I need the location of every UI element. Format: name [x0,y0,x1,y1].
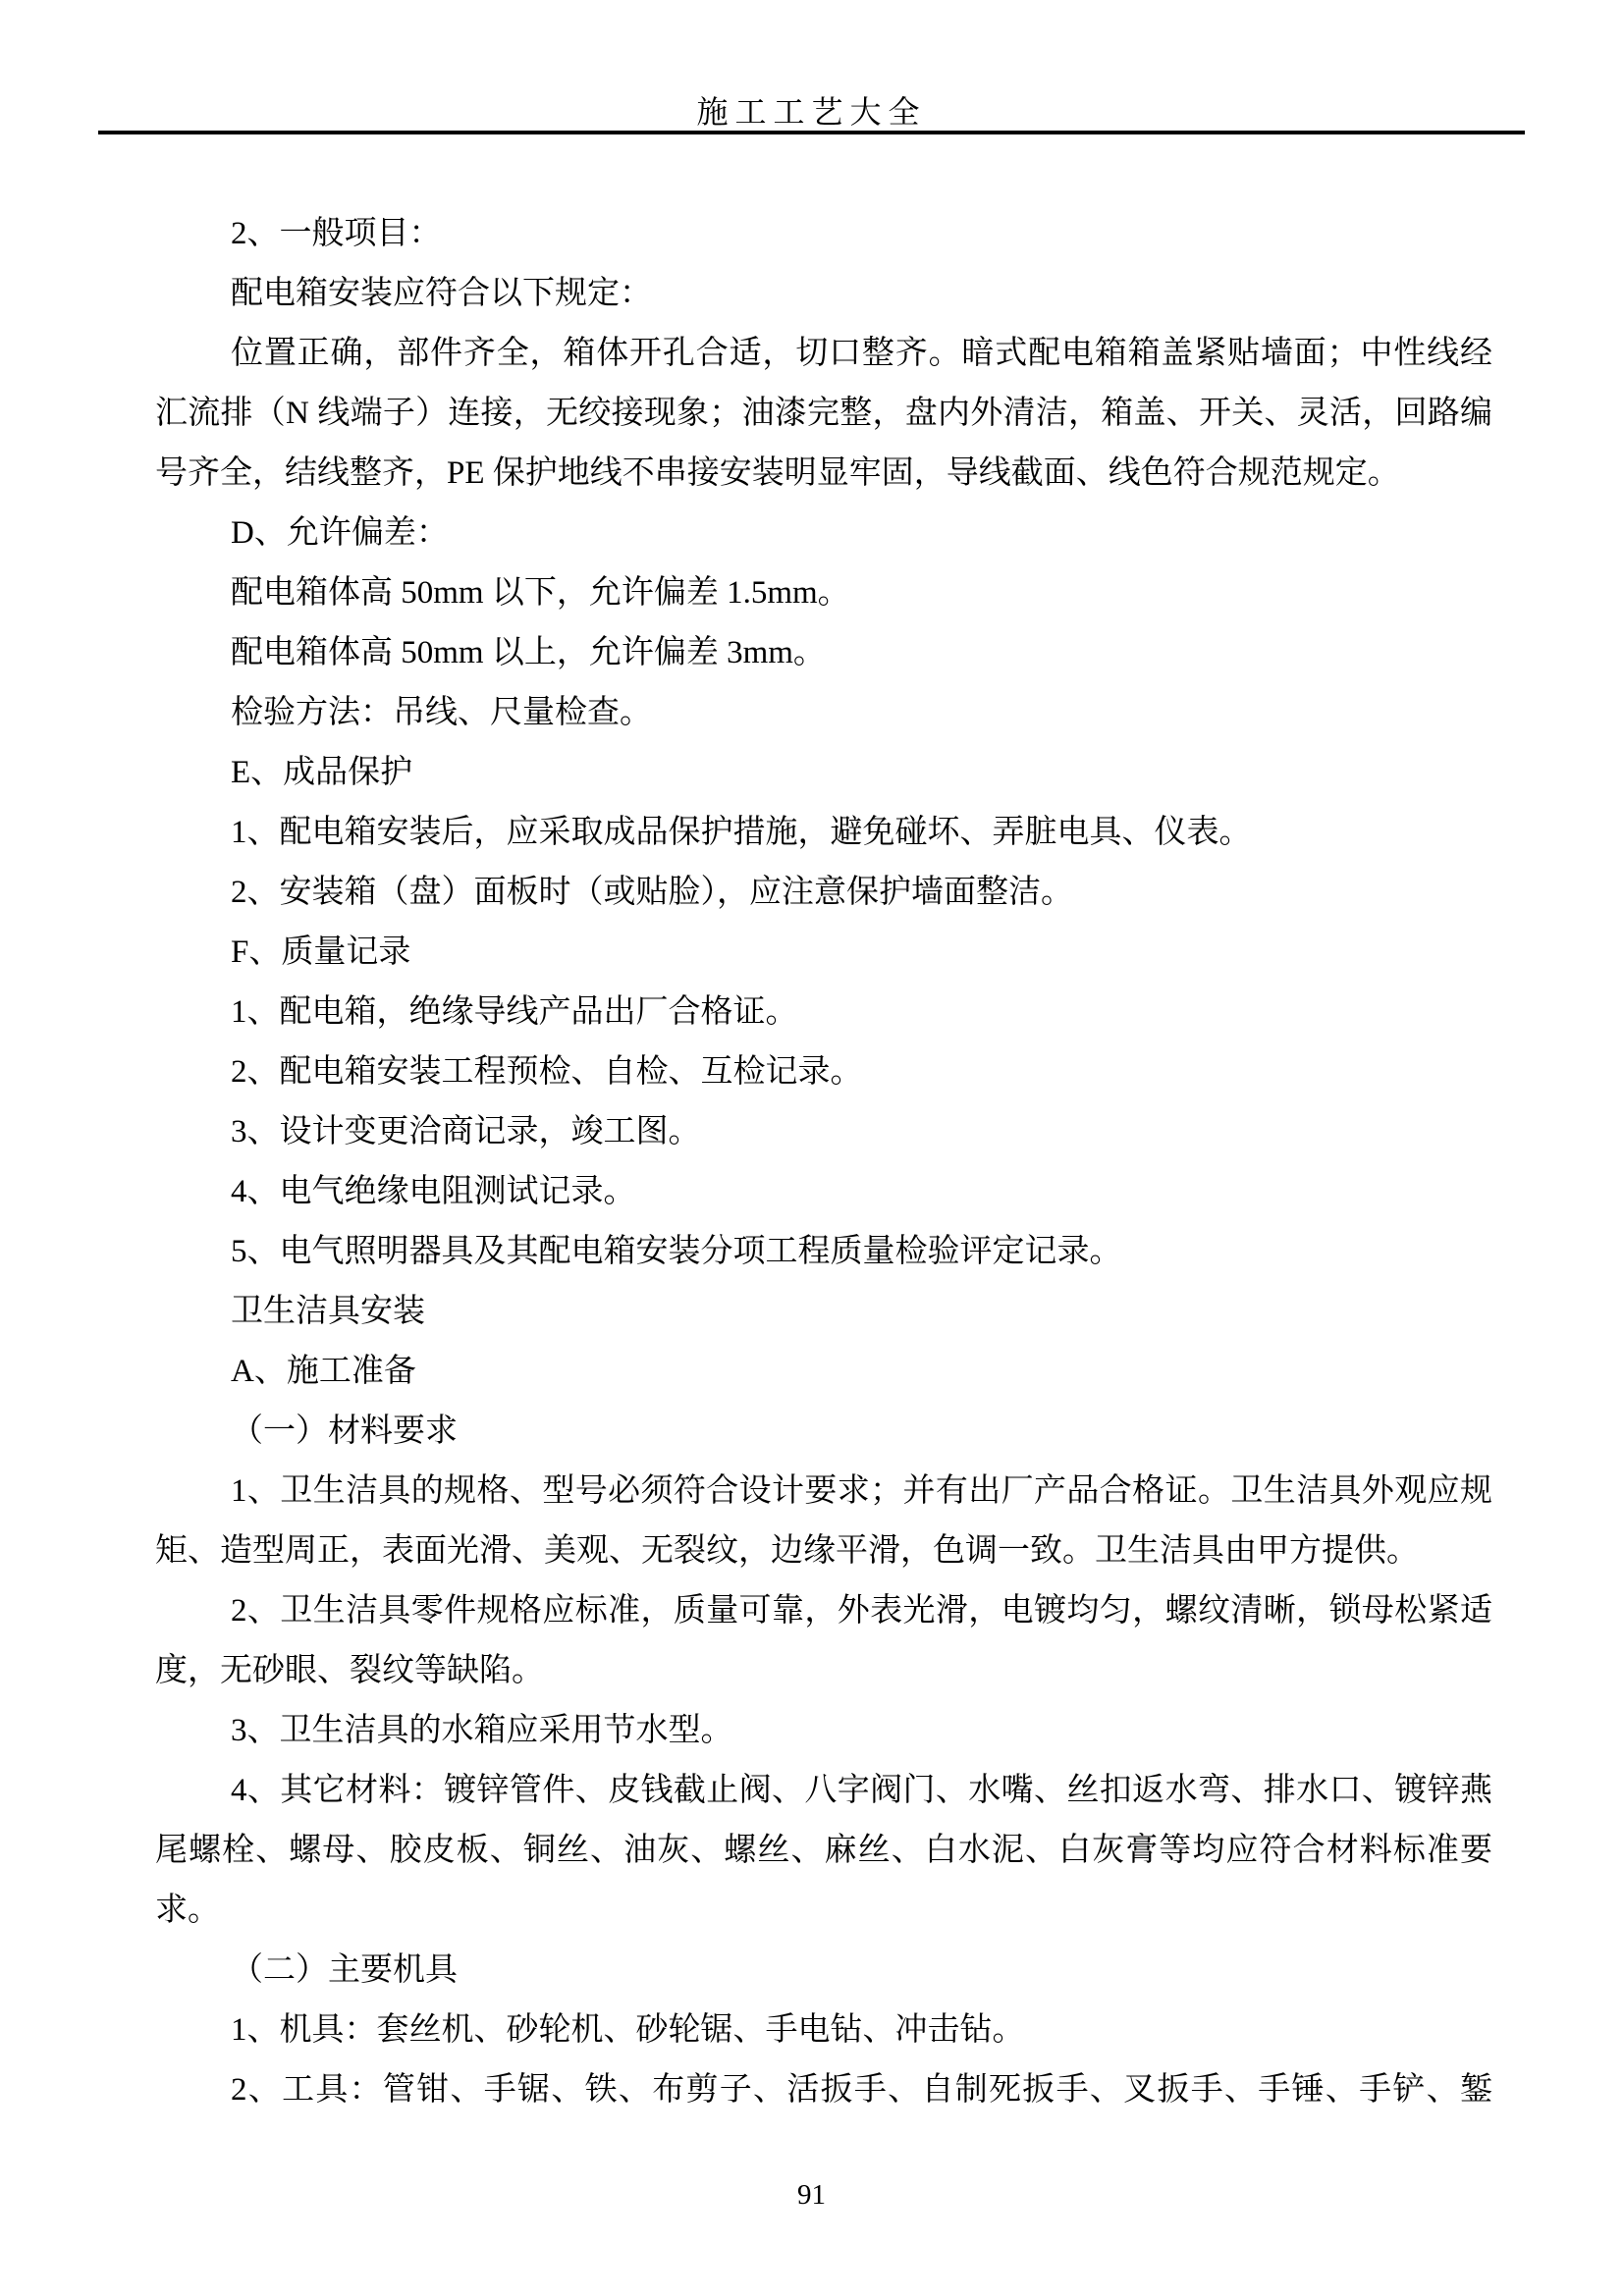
paragraph: 检验方法：吊线、尺量检查。 [231,695,652,730]
header-divider [98,131,1525,134]
paragraph: F、质量记录 [231,934,411,970]
paragraph: 卫生洁具安装 [231,1294,425,1329]
paragraph: 1、配电箱，绝缘导线产品出厂合格证。 [231,994,798,1030]
paragraph: 2、工具：管钳、手锯、铁、布剪子、活扳手、自制死扳手、叉扳手、手锤、手铲、錾 [231,2072,1492,2108]
paragraph: 配电箱体高 50mm 以下，允许偏差 1.5mm。 [231,575,850,611]
paragraph: （一）材料要求 [231,1414,458,1449]
paragraph: 1、配电箱安装后，应采取成品保护措施，避免碰坏、弄脏电具、仪表。 [231,815,1252,850]
paragraph: 5、电气照明器具及其配电箱安装分项工程质量检验评定记录。 [231,1234,1122,1269]
paragraph: 配电箱体高 50mm 以上，允许偏差 3mm。 [231,635,826,670]
paragraph: 配电箱安装应符合以下规定： [231,276,652,311]
paragraph: 2、卫生洁具零件规格应标准，质量可靠，外表光滑，电镀均匀，螺纹清晰，锁母松紧适度，无砂眼、裂纹等缺陷。 [155,1593,1492,1688]
page-header-title: 施工工艺大全 [696,94,927,130]
paragraph: 2、配电箱安装工程预检、自检、互检记录。 [231,1054,863,1090]
document-body [155,204,1492,2120]
paragraph: 3、卫生洁具的水箱应采用节水型。 [231,1713,733,1748]
paragraph: （二）主要机具 [231,1952,458,1988]
paragraph: 2、安装箱（盘）面板时（或贴脸），应注意保护墙面整洁。 [231,875,1073,910]
paragraph: 3、设计变更洽商记录，竣工图。 [231,1114,701,1149]
paragraph: 位置正确，部件齐全，箱体开孔合适，切口整齐。暗式配电箱箱盖紧贴墙面；中性线经汇流排（N 线端子）连接，无绞接现象；油漆完整，盘内外清洁，箱盖、开关、灵活，回路编号齐全，结线整齐，PE 保护地线不串接安装明显牢固，导线截面、线色符合规范规定。 [155,336,1492,491]
paragraph: 1、机具：套丝机、砂轮机、砂轮锯、手电钻、冲击钻。 [231,2012,1025,2048]
paragraph: 1、卫生洁具的规格、型号必须符合设计要求；并有出厂产品合格证。卫生洁具外观应规矩、造型周正，表面光滑、美观、无裂纹，边缘平滑，色调一致。卫生洁具由甲方提供。 [155,1473,1492,1569]
paragraph: 4、电气绝缘电阻测试记录。 [231,1174,636,1209]
paragraph: A、施工准备 [231,1354,416,1389]
paragraph: D、允许偏差： [231,515,449,551]
paragraph: 2、一般项目： [231,216,442,251]
paragraph: 4、其它材料：镀锌管件、皮钱截止阀、八字阀门、水嘴、丝扣返水弯、排水口、镀锌燕尾螺栓、螺母、胶皮板、铜丝、油灰、螺丝、麻丝、白水泥、白灰膏等均应符合材料标准要求。 [155,1773,1492,1928]
paragraph: E、成品保护 [231,755,413,790]
page-number: 91 [797,2179,826,2211]
